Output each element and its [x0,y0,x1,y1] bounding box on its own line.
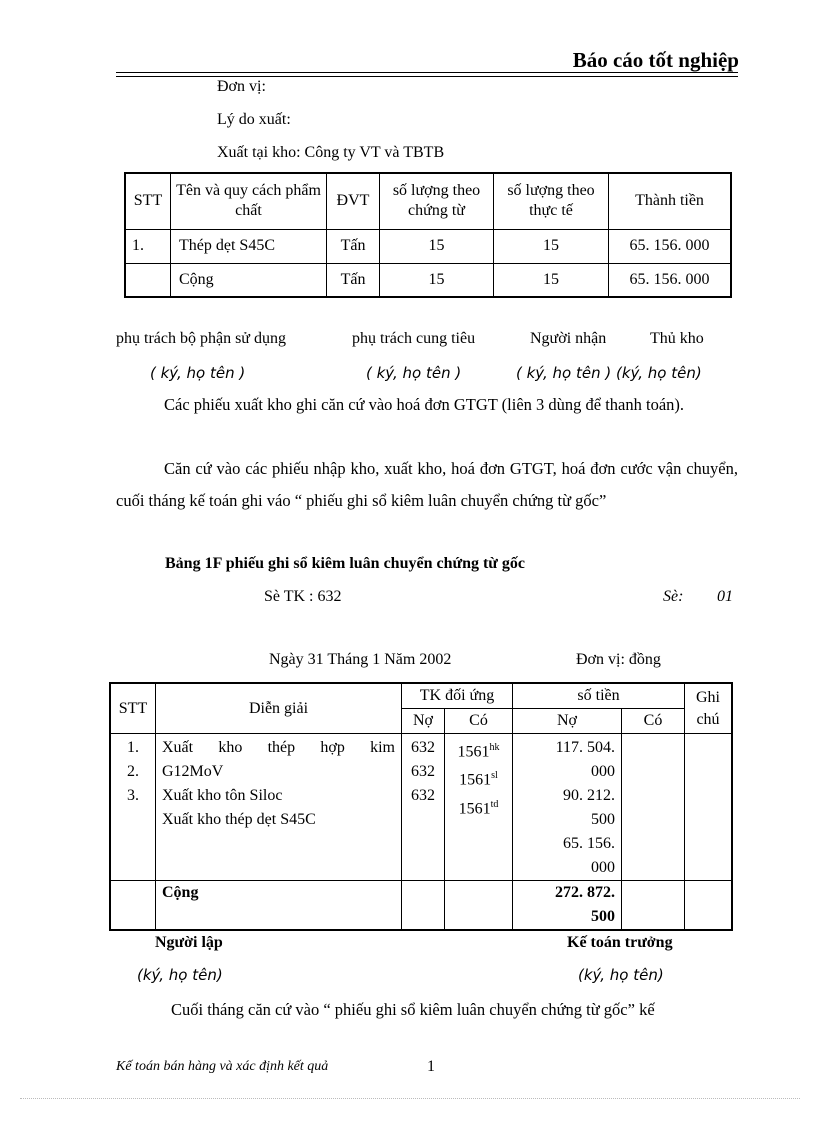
col-header: Diễn giải [156,683,402,734]
so-tk-label: Sè TK : 632 [264,588,342,605]
sign-note: ( ký, họ tên ) [150,364,246,382]
cell: Thép dẹt S45C [171,229,327,263]
table-header-row [125,173,731,229]
stt: 3. [127,787,139,804]
cell: 65. 156. 000 [609,263,732,297]
total-label: Cộng [156,881,402,931]
currency-unit-label: Đơn vị: đồng [576,651,661,668]
role-cung-tieu: phụ trách cung tiêu [352,330,476,347]
stt: 2. [127,763,139,780]
ghi-chu-cell [685,734,733,881]
tk-co [445,736,512,764]
cell: 65. 156. 000 [609,229,732,263]
col-header: Thành tiền [609,173,732,229]
dien-giai-line: G12MoV [162,763,224,780]
dien-giai-cell [156,734,402,881]
nguoi-lap-label: Người lập [155,934,223,951]
col-header: STT [110,683,156,734]
so-value: 01 [717,588,733,605]
role-nguoi-nhan: Người nhận [530,330,607,347]
paragraph-2: Căn cứ vào các phiếu nhập kho, xuất kho, hoá đơn GTGT, hoá đơn cước vận chuyển, cuối tháng kế toán ghi váo “ phiếu ghi sổ kiêm luân chuyển chứng từ gốc” [116,459,738,510]
footer-text: Kế toán bán hàng và xác định kết quả [116,1059,329,1074]
tk-co-sup: sl [491,770,498,782]
tk-no-cell [402,734,445,881]
cell: Tấn [327,263,380,297]
ly-do-xuat-label: Lý do xuất: [217,111,291,128]
amount-line: 000 [591,859,615,876]
amount-line: 000 [591,763,615,780]
amount-line: 65. 156. [563,835,615,852]
sign-note: ( ký, họ tên ) (ký, họ tên) [516,364,702,382]
tk-co-base: 1561 [458,799,491,817]
don-vi-label: Đơn vị: [217,78,266,95]
table-row [110,734,732,881]
page-number: 1 [427,1058,435,1075]
tk-co [445,764,512,792]
dien-giai-line: Xuất kho thép hợp kim [162,739,395,756]
total-amount-cell [513,881,622,931]
tk-co-cell [445,734,513,881]
so-label: Sè: [663,588,684,605]
sign-note: ( ký, họ tên ) [366,364,462,382]
col-header: số tiền [513,683,685,709]
col-header: Nợ [513,709,622,734]
cell: 15 [380,229,494,263]
stt: 1. [127,739,139,756]
total-ghi-chu-cell [685,881,733,931]
bang-1f-title: Bảng 1F phiếu ghi sổ kiêm luân chuyển chứng từ gốc [165,555,526,572]
col-header: số lượng theo thực tế [494,173,609,229]
tk-co-base: 1561 [457,743,490,761]
col-header: Nợ [402,709,445,734]
total-stt-cell [110,881,156,931]
tk-no: 632 [411,763,435,780]
role-thu-kho: Thủ kho [650,330,704,347]
paragraph-1: Các phiếu xuất kho ghi căn cứ vào hoá đơn GTGT (liên 3 dùng để thanh toán). [164,395,685,414]
table-header-row [110,683,732,709]
tk-co-sup: hk [489,742,500,753]
col-header: Có [622,709,685,734]
footer-divider [20,1098,800,1099]
amount-line: 117. 504. [555,739,615,756]
total-amount-line: 272. 872. [555,884,615,901]
co-amount-cell [622,734,685,881]
cell: 1. [125,229,171,263]
total-tk-no-cell [402,881,445,931]
paragraph-3: Cuối tháng căn cứ vào “ phiếu ghi sổ kiêm luân chuyển chứng từ gốc” kế [171,1000,655,1019]
date-label: Ngày 31 Tháng 1 Năm 2002 [269,651,452,668]
total-tk-co-cell [445,881,513,931]
issue-slip-table [124,172,732,298]
cell: 15 [494,263,609,297]
col-header: Có [445,709,513,734]
tk-no: 632 [411,787,435,804]
col-header: Ghi chú [685,683,733,734]
ledger-table [109,682,733,931]
col-header: STT [125,173,171,229]
col-header: TK đối ứng [402,683,513,709]
col-header: Tên và quy cách phẩm chất [171,173,327,229]
page-header-title: Báo cáo tốt nghiệp [572,48,739,72]
header-rule-top [116,72,738,73]
cell: Cộng [171,263,327,297]
cell: 15 [494,229,609,263]
col-header: ĐVT [327,173,380,229]
total-row [110,881,732,931]
header-rule-bottom [116,76,738,77]
role-bo-phan-su-dung: phụ trách bộ phận sử dụng [116,330,286,347]
cell [125,263,171,297]
dien-giai-line: Xuất kho tôn Siloc [162,787,283,804]
total-amount-line: 500 [591,908,615,925]
amount-line: 90. 212. [563,787,615,804]
cell: 15 [380,263,494,297]
dien-giai-line: Xuất kho thép dẹt S45C [162,811,316,828]
total-co-cell [622,881,685,931]
ke-toan-truong-note: (ký, họ tên) [578,966,664,984]
tk-co-sup: td [490,798,499,810]
xuat-tai-kho-label: Xuất tại kho: Công ty VT và TBTB [217,144,445,161]
table-row [125,229,731,263]
tk-co-base: 1561 [459,771,492,789]
amount-cell [513,734,622,881]
nguoi-lap-note: (ký, họ tên) [137,966,223,984]
cell: Tấn [327,229,380,263]
tk-no: 632 [411,739,435,756]
stt-cell [110,734,156,881]
amount-line: 500 [591,811,615,828]
tk-co [445,793,512,821]
ke-toan-truong-label: Kế toán trưởng [567,934,673,951]
table-row [125,263,731,297]
col-header: số lượng theo chứng từ [380,173,494,229]
